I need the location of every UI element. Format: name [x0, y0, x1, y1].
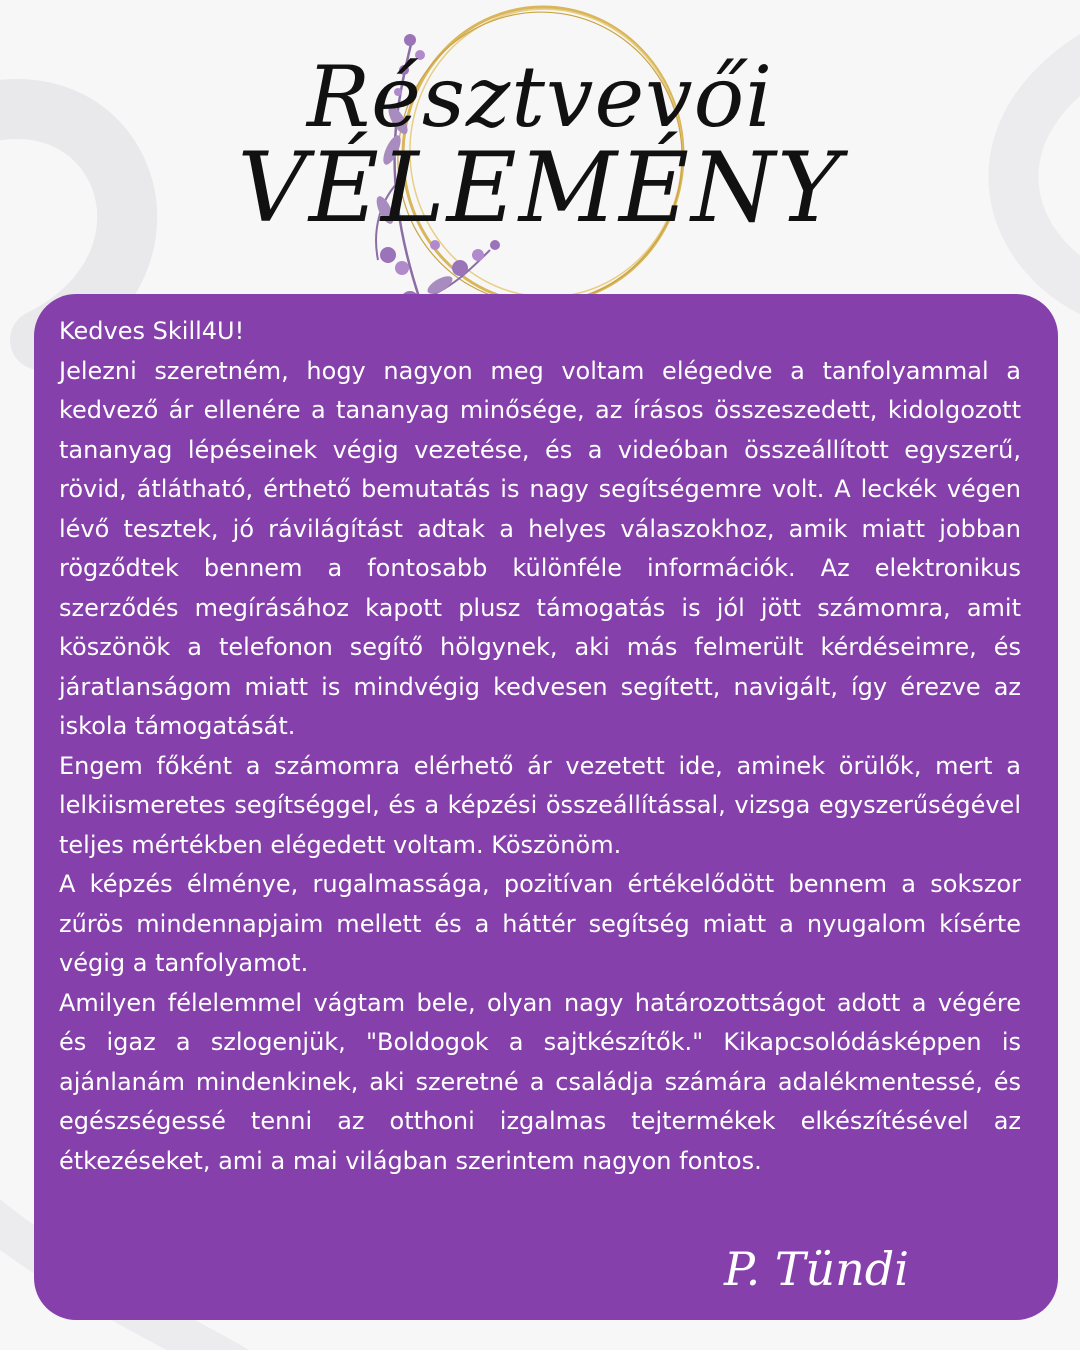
title-line-1: Résztvevői	[306, 48, 774, 146]
paragraph-3: A képzés élménye, rugalmassága, pozitívan értékelődött bennem a sokszor zűrös mindennapjaim mellett és a háttér segítség miatt a nyugalom kísérte végig a tanfolyamot.	[59, 870, 1021, 977]
testimonial-card	[34, 294, 1058, 1320]
signature: P. Tündi	[724, 1242, 909, 1296]
greeting: Kedves Skill4U!	[59, 317, 245, 345]
testimonial-text	[59, 312, 1021, 1181]
header	[0, 0, 1080, 330]
paragraph-1: Jelezni szeretném, hogy nagyon meg voltam elégedve a tanfolyammal a kedvező ár ellenére a tananyag minősége, az írásos összeszedett, kidolgozott tananyag lépéseinek végig vezetése, és a videóban összeállított egyszerű, rövid, átlátható, érthető bemutatás is nagy segítségemre volt. A leckék végen lévő tesztek, jó rávilágítást adtak a helyes válaszokhoz, amik miatt jobban rögződtek bennem a fontosabb különféle információk. Az elektronikus szerződés megírásához kapott plusz támogatás is jól jött számomra, amit köszönök a telefonon segítő hölgynek, aki más felmerült kérdéseimre, és járatlanságom miatt is mindvégig kedvesen segített, navigált, így érezve az iskola támogatását.	[59, 356, 1021, 740]
title-line-2: VÉLEMÉNY	[237, 132, 843, 244]
paragraph-4: Amilyen félelemmel vágtam bele, olyan nagy határozottságot adott a végére és igaz a szlogenjük, "Boldogok a sajtkészítők." Kikapcsolódásképpen is ajánlanám mindenkinek, aki szeretné a családja számára adalékmentessé, és egészségessé tenni az otthoni izgalmas tejtermékek elkészítésével az étkezéseket, ami a mai világban szerintem nagyon fontos.	[59, 988, 1021, 1175]
paragraph-2: Engem főként a számomra elérhető ár vezetett ide, aminek örülők, mert a lelkiismeretes segítséggel, és a képzési összeállítással, vizsga egyszerűségével teljes mértékben elégedett voltam. Köszönöm.	[59, 751, 1021, 859]
